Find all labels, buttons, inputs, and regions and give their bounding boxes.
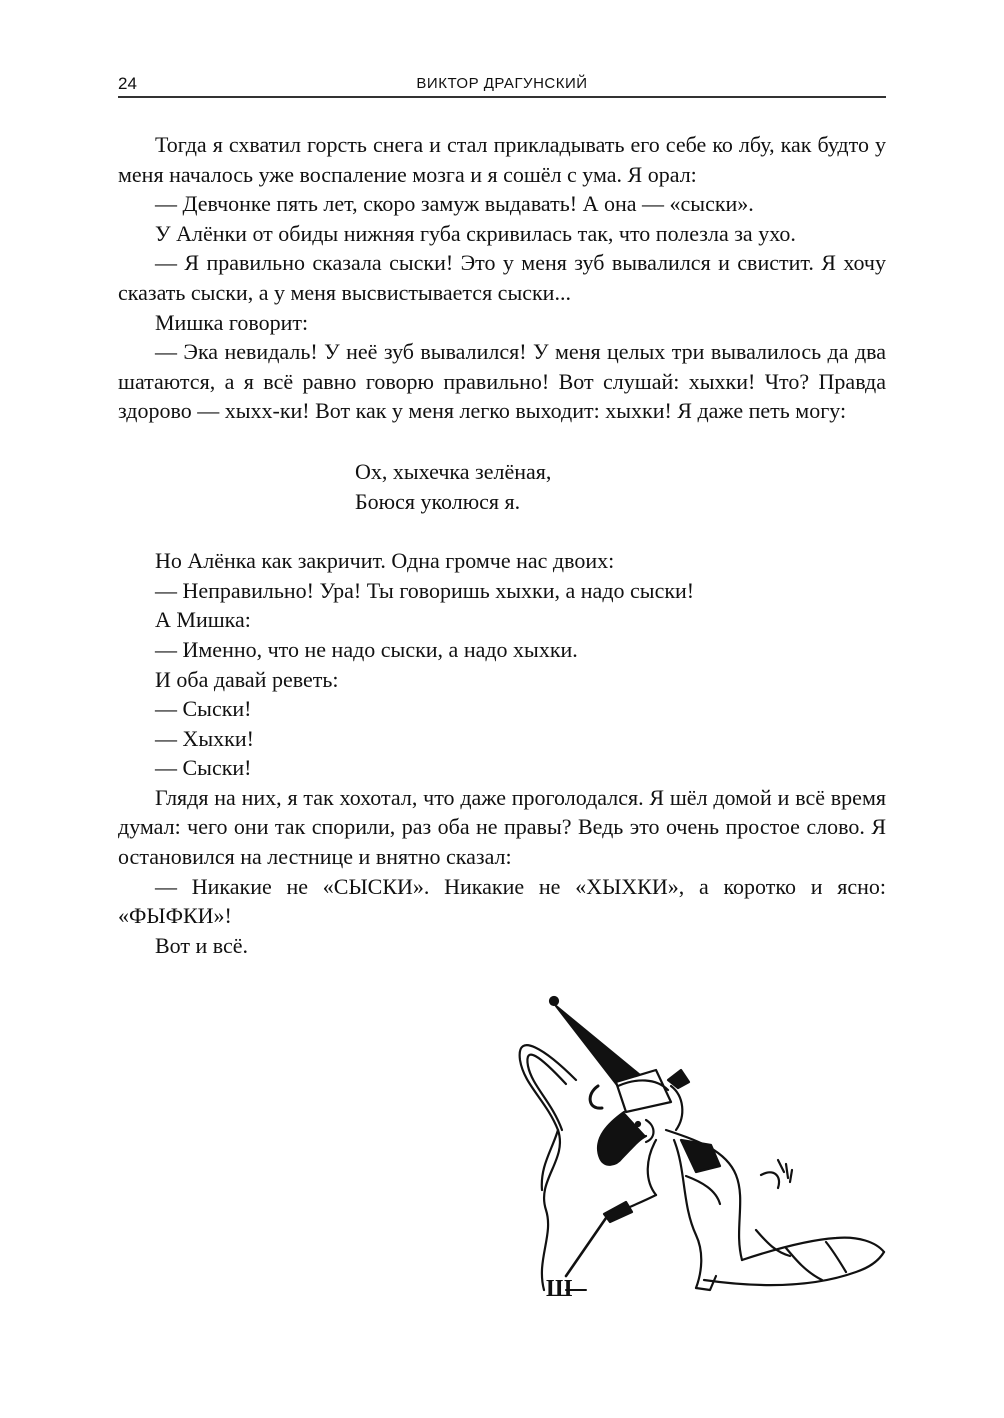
paragraph: — Девчонке пять лет, скоро замуж выдавать! А она — «сыски». (155, 191, 754, 217)
paragraph: — Сыски! (155, 755, 252, 781)
running-head: ВИКТОР ДРАГУНСКИЙ (416, 75, 588, 92)
poem-line: Ох, хыхечка зелёная, (355, 458, 552, 484)
paragraph: — Именно, что не надо сыски, а надо хыхки. (155, 636, 578, 662)
page-header (118, 74, 886, 96)
paragraph: И оба давай реветь: (155, 666, 339, 692)
page-number: 24 (118, 74, 137, 93)
paragraph: — Сыски! (155, 696, 252, 722)
paragraph: — Неправильно! Ура! Ты говоришь хыхки, а надо сыски! (155, 577, 695, 603)
artist-signature: Ш (546, 1276, 573, 1302)
paragraph: — Я правильно сказала сыски! Это у меня зуб вывалился и свистит. Я хочу сказать сыски, а у меня высвистывается сыски... (118, 250, 886, 305)
paragraph: — Эка невидаль! У неё зуб вывалился! У меня целых три вывалилось да два шатаются, а я всё равно говорю правильно! Вот слушай: хыхки! Что? Правда здорово — хыхх-ки! Вот как у меня легко выходит: хыхки! Я даже петь могу: (118, 339, 886, 424)
paragraph: Мишка говорит: (155, 309, 309, 335)
poem (355, 457, 886, 516)
paragraph: — Хыхки! (155, 725, 254, 751)
body-text (118, 130, 886, 960)
paragraph: А Мишка: (155, 607, 251, 633)
paragraph: Тогда я схватил горсть снега и стал прикладывать его себе ко лбу, как будто у меня началось уже воспаление мозга и я сошёл с ума. Я орал: (118, 132, 886, 187)
header-rule (118, 96, 886, 98)
paragraph: Глядя на них, я так хохотал, что даже проголодался. Я шёл домой и всё время думал: чего они так спорили, раз оба не правы? Ведь это очень простое слово. Я остановился на лестнице и внятно сказал: (118, 784, 886, 870)
paragraph: Но Алёнка как закричит. Одна громче нас двоих: (155, 548, 615, 574)
paragraph: — Никакие не «СЫСКИ». Никакие не «ХЫХКИ», а коротко и ясно: «ФЫФКИ»! (118, 873, 886, 929)
paragraph: Вот и всё. (155, 932, 249, 958)
paragraph: У Алёнки от обиды нижняя губа скривилась так, что полезла за ухо. (155, 220, 796, 246)
poem-line: Боюся уколюся я. (355, 488, 521, 514)
gnome-illustration (506, 990, 890, 1310)
